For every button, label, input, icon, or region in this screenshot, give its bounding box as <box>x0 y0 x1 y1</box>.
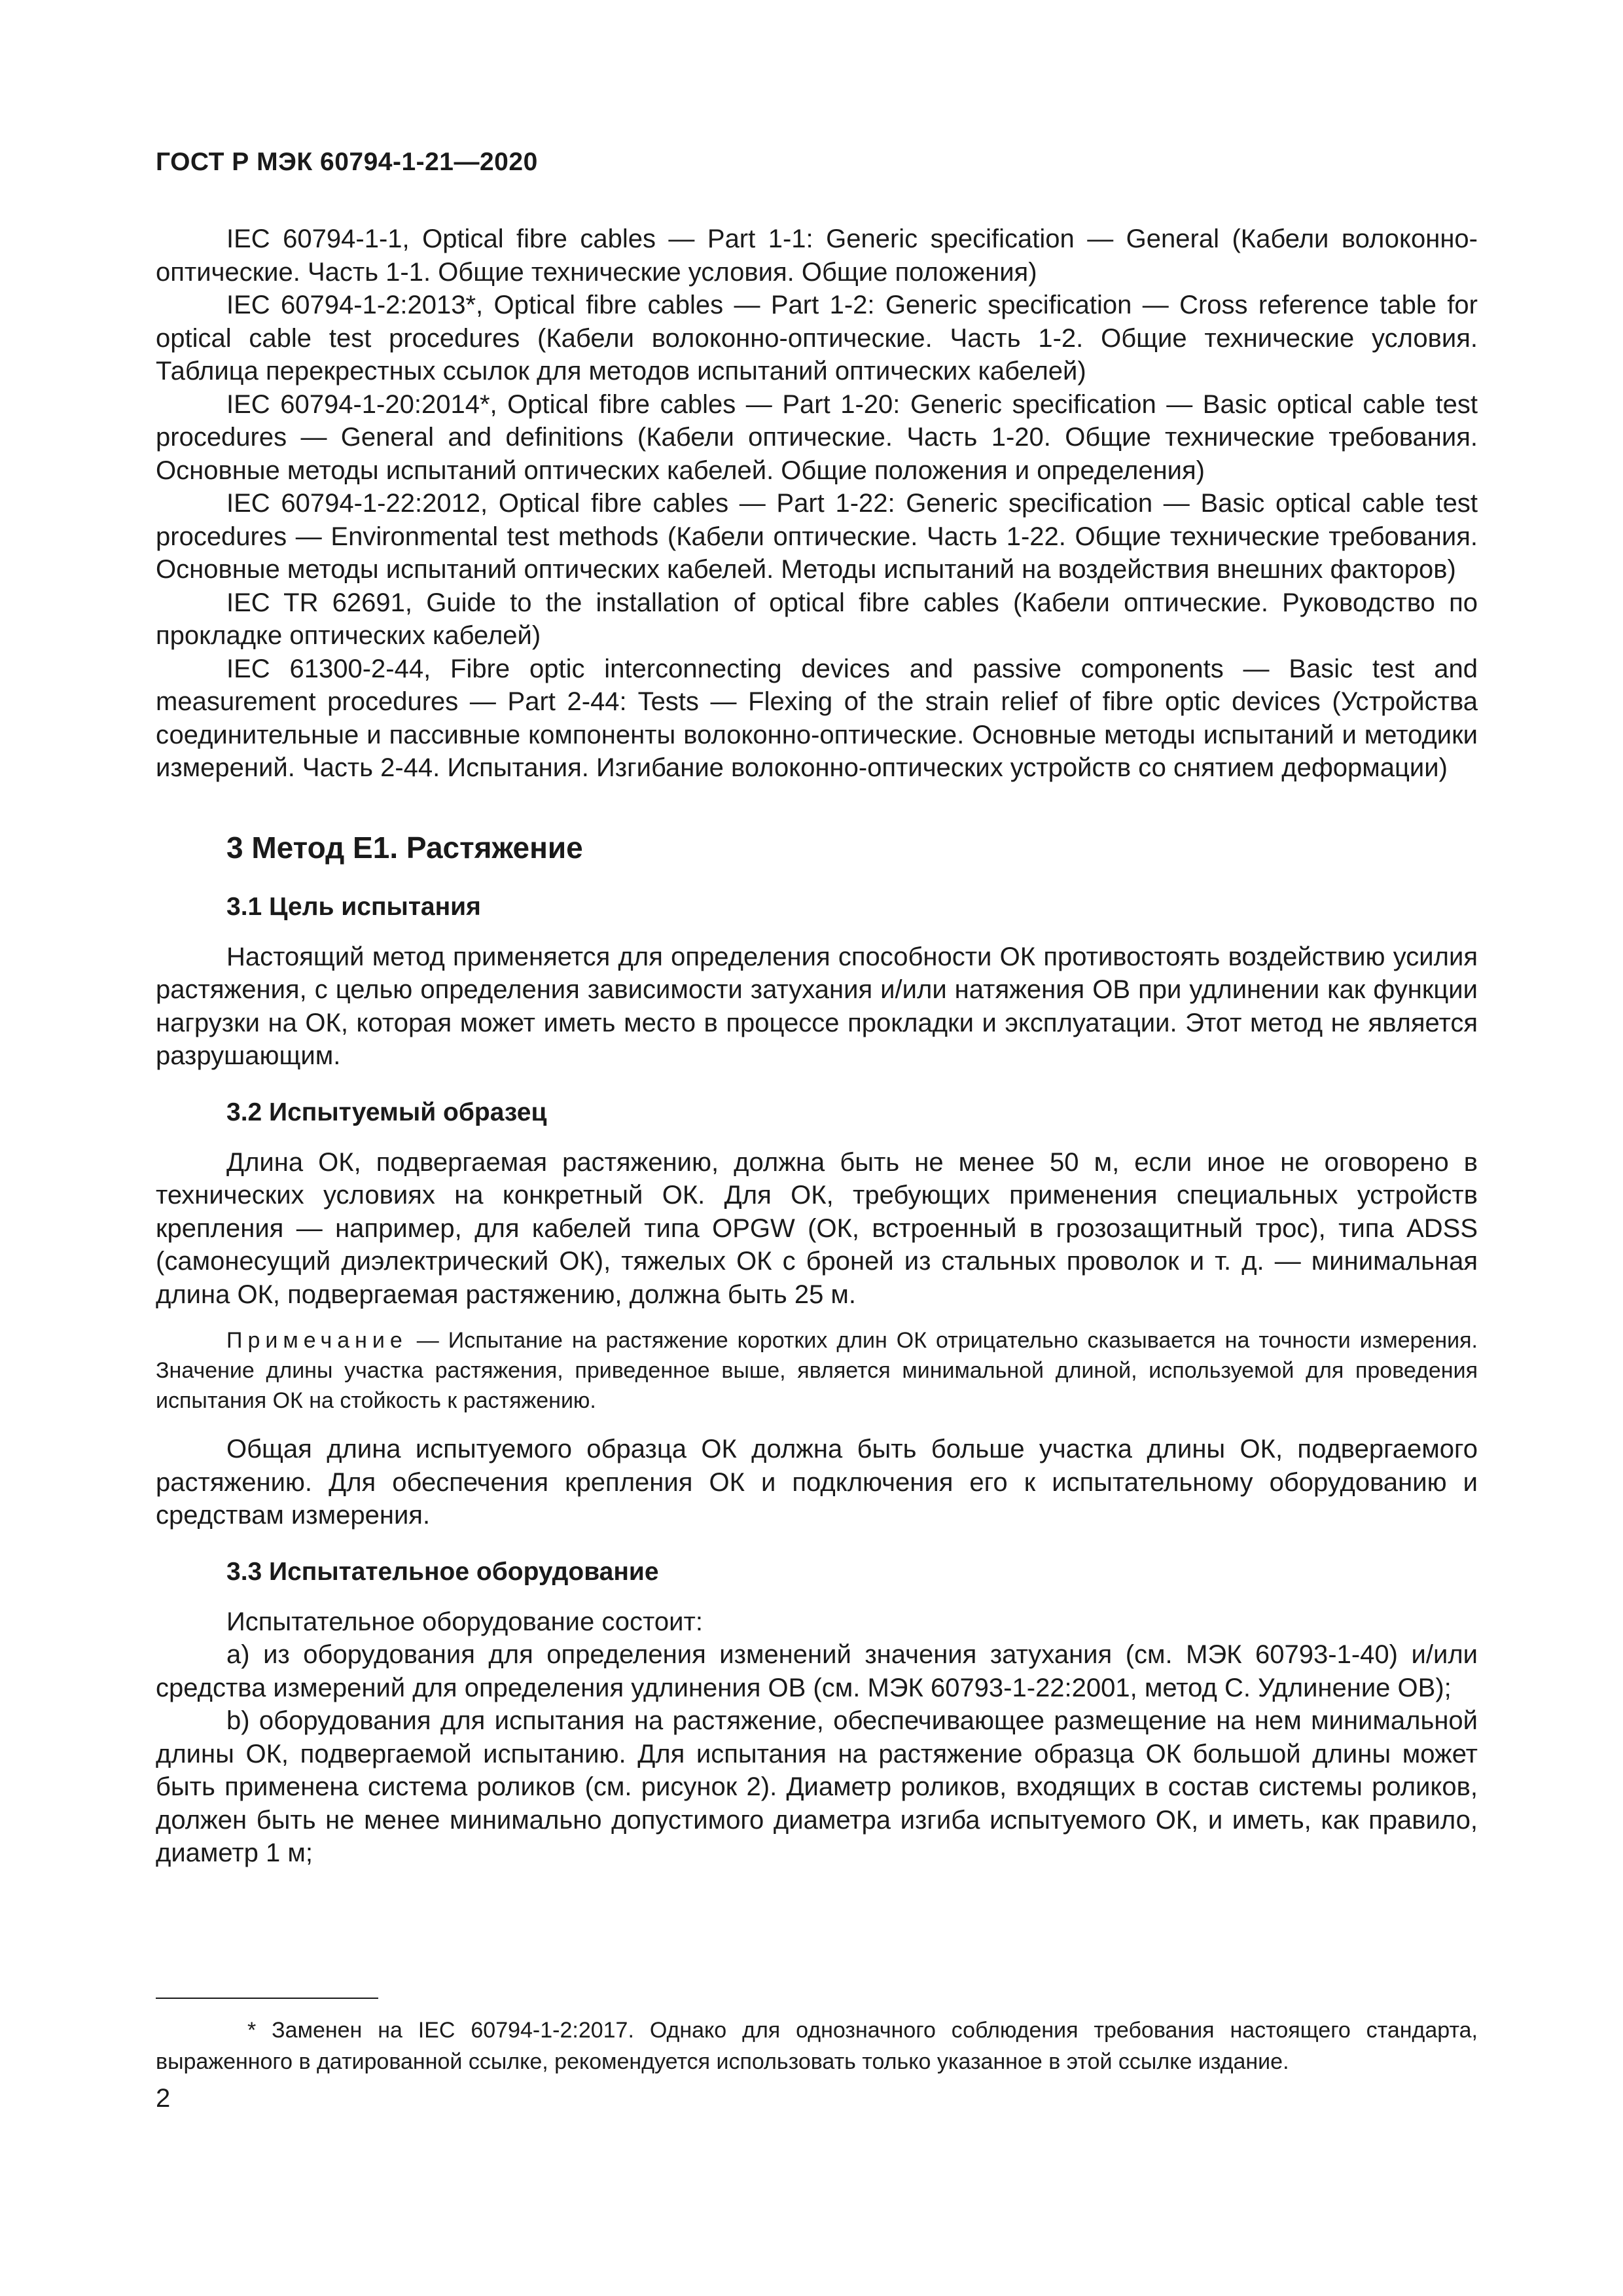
note <box>156 1325 1478 1416</box>
note-label: Примечание <box>226 1328 408 1353</box>
list-item-a: a) из оборудования для определения изменений значения затухания (см. МЭК 60793-1-40) и/или средства измерений для определения удлинения ОВ (см. МЭК 60793-1-22:2001, метод С. Удлинение ОВ); <box>156 1640 1478 1702</box>
reference-item: IEC 60794-1-22:2012, Optical fibre cables — Part 1-22: Generic specification — Basic optical cable test procedures — Environmental test methods (Кабели оптические. Часть 1-22. Общие технические требования. Основные методы испытаний оптических кабелей. Методы испытаний на воздействия внешних факторов) <box>156 489 1478 584</box>
reference-item: IEC 60794-1-1, Optical fibre cables — Part 1-1: Generic specification — General (Кабели волоконно-оптические. Часть 1-1. Общие технические условия. Общие положения) <box>156 224 1478 287</box>
references-list <box>156 223 1478 785</box>
section-3-3-intro: Испытательное оборудование состоит: <box>226 1607 703 1636</box>
reference-item: IEC 60794-1-20:2014*, Optical fibre cables — Part 1-20: Generic specification — Basic optical cable test procedures — General and definitions (Кабели оптические. Часть 1-20. Общие технические требования. Основные методы испытаний оптических кабелей. Общие положения и определения) <box>156 389 1478 485</box>
section-3-1-title: 3.1 Цель испытания <box>226 892 481 921</box>
section-3-3-title: 3.3 Испытательное оборудование <box>226 1557 659 1586</box>
document-body <box>156 223 1478 1870</box>
footnote: * Заменен на IEC 60794-1-2:2017. Однако для однозначного соблюдения требования настоящего стандарта, выраженного в датированной ссылке, рекомендуется использовать только указанное в этой ссылке издание. <box>156 2018 1478 2074</box>
list-item-b: b) оборудования для испытания на растяжение, обеспечивающее размещение на нем минимальной длины ОК, подвергаемой испытанию. Для испытания на растяжение образца ОК большой длины может быть применена система роликов (см. рисунок 2). Диаметр роликов, входящих в состав системы роликов, должен быть не менее минимально допустимого диаметра изгиба испытуемого ОК, и иметь, как правило, диаметр 1 м; <box>156 1706 1478 1867</box>
section-3-1-text: Настоящий метод применяется для определения способности ОК противостоять воздействию усилия растяжения, с целью определения зависимости затухания и/или натяжения ОВ при удлинении как функции нагрузки на ОК, которая может иметь место в процессе прокладки и эксплуатации. Этот метод не является разрушающим. <box>156 942 1478 1070</box>
footnote-divider <box>156 1998 378 1999</box>
document-header: ГОСТ Р МЭК 60794-1-21—2020 <box>156 148 538 176</box>
page-number: 2 <box>156 2084 171 2113</box>
note-text: — Испытание на растяжение коротких длин ОК отрицательно сказывается на точности измерения. Значение длины участка растяжения, приведенное выше, является минимальной длиной, используемой для проведения испытания ОК на стойкость к растяжению. <box>156 1328 1478 1413</box>
section-3-title: 3 Метод E1. Растяжение <box>226 830 583 865</box>
reference-item: IEC 61300-2-44, Fibre optic interconnecting devices and passive components — Basic test and measurement procedures — Part 2-44: Tests — Flexing of the strain relief of fibre optic devices (Устройства соединительные и пассивные компоненты волоконно-оптические. Основные методы испытаний и методики измерений. Часть 2-44. Испытания. Изгибание волоконно-оптических устройств со снятием деформации) <box>156 654 1478 782</box>
section-3-2-text: Длина ОК, подвергаемая растяжению, должна быть не менее 50 м, если иное не оговорено в технических условиях на конкретный ОК. Для ОК, требующих применения специальных устройств крепления — например, для кабелей типа OPGW (ОК, встроенный в грозозащитный трос), типа ADSS (самонесущий диэлектрический ОК), тяжелых ОК с броней из стальных проволок и т. д. — минимальная длина ОК, подвергаемая растяжению, должна быть 25 м. <box>156 1147 1478 1309</box>
section-3-2-title: 3.2 Испытуемый образец <box>226 1098 547 1126</box>
section-3-2-text-2: Общая длина испытуемого образца ОК должна быть больше участка длины ОК, подвергаемого растяжению. Для обеспечения крепления ОК и подключения его к испытательному оборудованию и средствам измерения. <box>156 1435 1478 1530</box>
reference-item: IEC 60794-1-2:2013*, Optical fibre cables — Part 1-2: Generic specification — Cross reference table for optical cable test procedures (Кабели волоконно-оптические. Часть 1-2. Общие технические условия. Таблица перекрестных ссылок для методов испытаний оптических кабелей) <box>156 291 1478 386</box>
reference-item: IEC TR 62691, Guide to the installation of optical fibre cables (Кабели оптические. Руководство по прокладке оптических кабелей) <box>156 588 1478 650</box>
